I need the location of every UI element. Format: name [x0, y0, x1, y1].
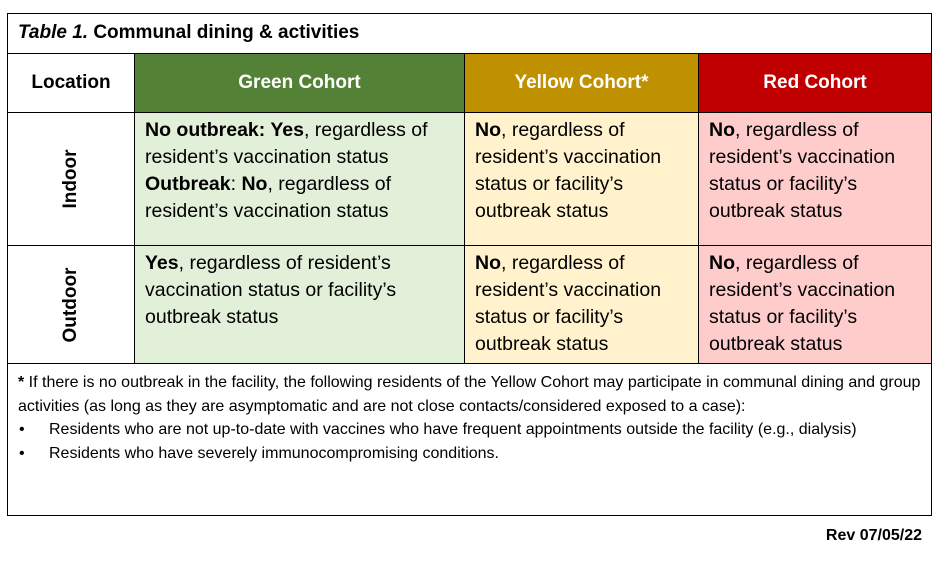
cell-text: , regardless of resident’s vaccination status: [145, 173, 392, 222]
cohort-table: [7, 13, 932, 516]
bullet-text: Residents who are not up-to-date with vaccines who have frequent appointments outside the facility (e.g., dialysis): [49, 421, 857, 438]
cell-text: , regardless of resident’s vaccination status or facility’s outbreak status: [475, 119, 662, 222]
cell-text: , regardless of resident’s vaccination status or facility’s outbreak status: [709, 119, 896, 222]
footnote-asterisk: *: [18, 374, 25, 391]
bold-text: No: [709, 252, 735, 274]
footnote-bullet: [18, 442, 921, 466]
row-label-text: Indoor: [60, 149, 81, 209]
table-title-text: Communal dining & activities: [93, 22, 360, 43]
cell-indoor-yellow: [465, 113, 699, 246]
bold-text: No: [475, 119, 501, 141]
header-location: Location: [8, 54, 135, 113]
bold-text: No: [475, 252, 501, 274]
bullet-icon: •: [19, 444, 25, 462]
cell-text: , regardless of resident’s vaccination status or facility’s outbreak status: [709, 252, 896, 355]
revision-date: Rev 07/05/22: [825, 527, 922, 544]
bold-text: No: [709, 119, 735, 141]
cell-indoor-red: [699, 113, 931, 246]
bold-text: No outbreak: Yes: [145, 119, 304, 141]
cell-indoor-green: [135, 113, 465, 246]
cell-text: :: [230, 173, 242, 195]
bullet-icon: •: [19, 421, 25, 438]
cell-text: , regardless of resident’s vaccination status or facility’s outbreak status: [475, 252, 662, 355]
header-green-cohort: Green Cohort: [135, 54, 465, 113]
footnote-bullet: [18, 418, 921, 442]
header-red-cohort: Red Cohort: [699, 54, 931, 113]
cell-text: , regardless of resident’s vaccination status: [145, 119, 428, 168]
cell-text: , regardless of resident’s vaccination status or facility’s outbreak status: [145, 252, 397, 328]
bullet-text: Residents who have severely immunocompromising conditions.: [49, 444, 499, 462]
row-label-outdoor: [8, 246, 135, 364]
cell-outdoor-green: [135, 246, 465, 364]
row-label-indoor: [8, 113, 135, 246]
table-title: [8, 14, 931, 54]
bold-text: Outbreak: [145, 173, 231, 195]
bold-text: No: [241, 173, 268, 195]
header-yellow-cohort: Yellow Cohort*: [465, 54, 699, 113]
footnote: [8, 364, 931, 515]
cell-outdoor-yellow: [465, 246, 699, 364]
footnote-text: If there is no outbreak in the facility, the following residents of the Yellow Cohort may participate in communal dining and group activities (as long as they are asymptomatic and are not close contacts/considered exposed to a case):: [18, 374, 921, 415]
row-label-text: Outdoor: [60, 267, 81, 342]
cell-outdoor-red: [699, 246, 931, 364]
bold-text: Yes: [145, 252, 179, 274]
table-number: Table 1.: [18, 22, 89, 43]
